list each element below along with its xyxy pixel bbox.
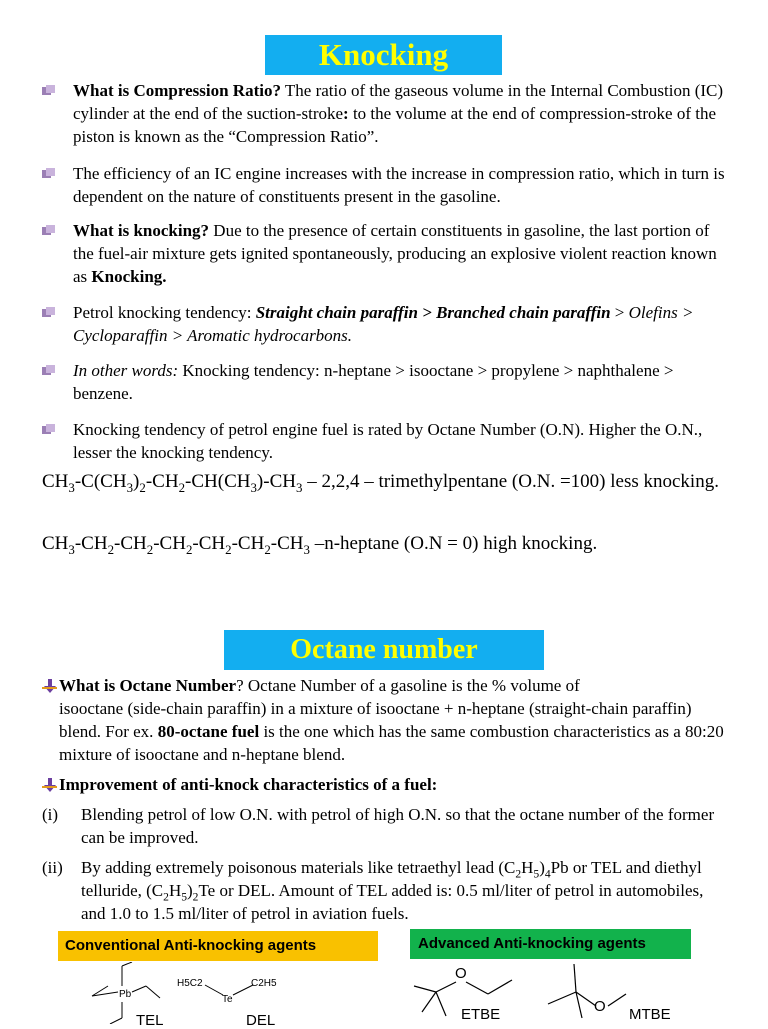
- bullet-text: to the volume at the end of compression-stroke of the piston is known as the “Compression Ratio”.: [73, 104, 716, 146]
- list-item: [42, 219, 732, 288]
- formula-text: – 2,2,4 – trimethylpentane (O.N. =100) less knocking.: [302, 471, 719, 492]
- bullet-text: Due to the presence of certain constituents in gasoline, the last portion of the fuel-air mixture gets ignited spontaneously, producing an explosive violent reaction known as: [73, 221, 717, 286]
- bullet-text: The ratio of the gaseous volume in the Internal Combustion (IC) cylinder at the end of the suction-stroke: [73, 81, 724, 123]
- bullet-icon: [42, 365, 55, 376]
- list-item: [42, 79, 732, 148]
- bullet-text: Knocking.: [91, 267, 167, 286]
- oxygen-atom-label: O: [594, 998, 606, 1015]
- bullet-icon: [42, 225, 55, 236]
- bullet-text: In other words:: [73, 361, 179, 380]
- list-item: [42, 803, 732, 849]
- arrow-down-icon: [42, 677, 58, 693]
- bullet-text: Petrol knocking tendency:: [73, 303, 256, 322]
- bullet-icon: [42, 168, 55, 179]
- bullet-text: The efficiency of an IC engine increases with the increase in compression ratio, which in turn is dependent on the nature of constituents present in the gasoline.: [73, 164, 725, 206]
- oxygen-atom-label: O: [455, 965, 467, 982]
- list-item: [42, 856, 732, 925]
- list-item: [42, 359, 732, 405]
- tel-label: TEL: [136, 1012, 164, 1029]
- conventional-agents-label: Conventional Anti-knocking agents: [58, 931, 378, 961]
- bullet-text: Knocking tendency of petrol engine fuel is rated by Octane Number (O.N). Higher the O.N., lesser the knocking tendency.: [73, 420, 703, 462]
- bullet-text: ? Octane Number of a gasoline is the % volume of: [236, 676, 580, 695]
- etbe-label: ETBE: [461, 1006, 501, 1023]
- bullet-text: is the one which has the same combustion characteristics as a 80:20 mixture of isooctane and n-heptane blend.: [59, 722, 724, 764]
- bullet-text: 80-octane fuel: [157, 722, 260, 741]
- bullet-heading: What is Compression Ratio?: [73, 81, 281, 100]
- bullet-heading: What is Octane Number: [59, 676, 237, 695]
- lead-atom-label: Pb: [119, 989, 132, 1000]
- formula-text: –n-heptane (O.N = 0) high knocking.: [309, 533, 598, 554]
- list-item: [42, 301, 732, 347]
- item-text: Blending petrol of low O.N. with petrol of high O.N. so that the octane number of the former can be improved.: [81, 805, 715, 847]
- advanced-agents-label: Advanced Anti-knocking agents: [410, 929, 691, 959]
- bullet-text: >: [610, 303, 629, 322]
- item-text: By adding extremely poisonous materials like tetraethyl lead $(C_2H_5)_4Pb$ or TEL and diethyl telluride, $(C_2H_5)_2Te$ or DEL. Amount of TEL added is: 0.5 ml/liter of petrol in automobiles, and 1.0 to 1.5 ml/liter of petrol in aviation fuels.: [81, 858, 704, 923]
- item-number: (i): [42, 805, 59, 824]
- bullet-text: Olefins > Cycloparaffin > Aromatic hydrocarbons.: [73, 303, 694, 345]
- isooctane-formula: $CH_3-C(CH_3)_2-CH_2-CH(CH_3)-CH_3 - 2,2,4$ – trimethylpentane (O.N. =100) less knocking.: [42, 471, 719, 495]
- list-item: [42, 162, 732, 208]
- ethyl-label: H5C2: [177, 978, 203, 989]
- item-number: (ii): [42, 858, 63, 877]
- bullet-icon: [42, 85, 55, 96]
- list-item: [42, 773, 732, 796]
- knocking-title: Knocking: [265, 35, 502, 75]
- heptane-formula: $CH_3-CH_2-CH_2-CH_2-CH_2-CH_2-CH_3$ –n-heptane (O.N = 0) high knocking.: [42, 533, 598, 557]
- list-item: [42, 418, 732, 464]
- mtbe-label: MTBE: [629, 1006, 671, 1023]
- bullet-icon: [42, 307, 55, 318]
- ethyl-label: C2H5: [251, 978, 277, 989]
- del-label: DEL: [246, 1012, 276, 1029]
- bullet-heading: What is knocking?: [73, 221, 210, 240]
- bullet-text: :: [343, 104, 349, 123]
- bullet-heading: Improvement of anti-knock characteristics of a fuel:: [59, 775, 438, 794]
- bullet-text: Knocking tendency: n-heptane > isooctane > propylene > naphthalene > benzene.: [73, 361, 674, 403]
- bullet-text: isooctane (side-chain paraffin) in a mixture of isooctane + n-heptane (straight-chain paraffin) blend. For ex.: [59, 699, 692, 741]
- list-item: [42, 674, 732, 766]
- mtbe-structure: [544, 962, 628, 1022]
- octane-title: Octane number: [224, 630, 544, 670]
- arrow-down-icon: [42, 776, 58, 792]
- bullet-icon: [42, 424, 55, 435]
- bullet-text: Straight chain paraffin > Branched chain paraffin: [255, 303, 611, 322]
- tellurium-atom-label: Te: [222, 994, 233, 1005]
